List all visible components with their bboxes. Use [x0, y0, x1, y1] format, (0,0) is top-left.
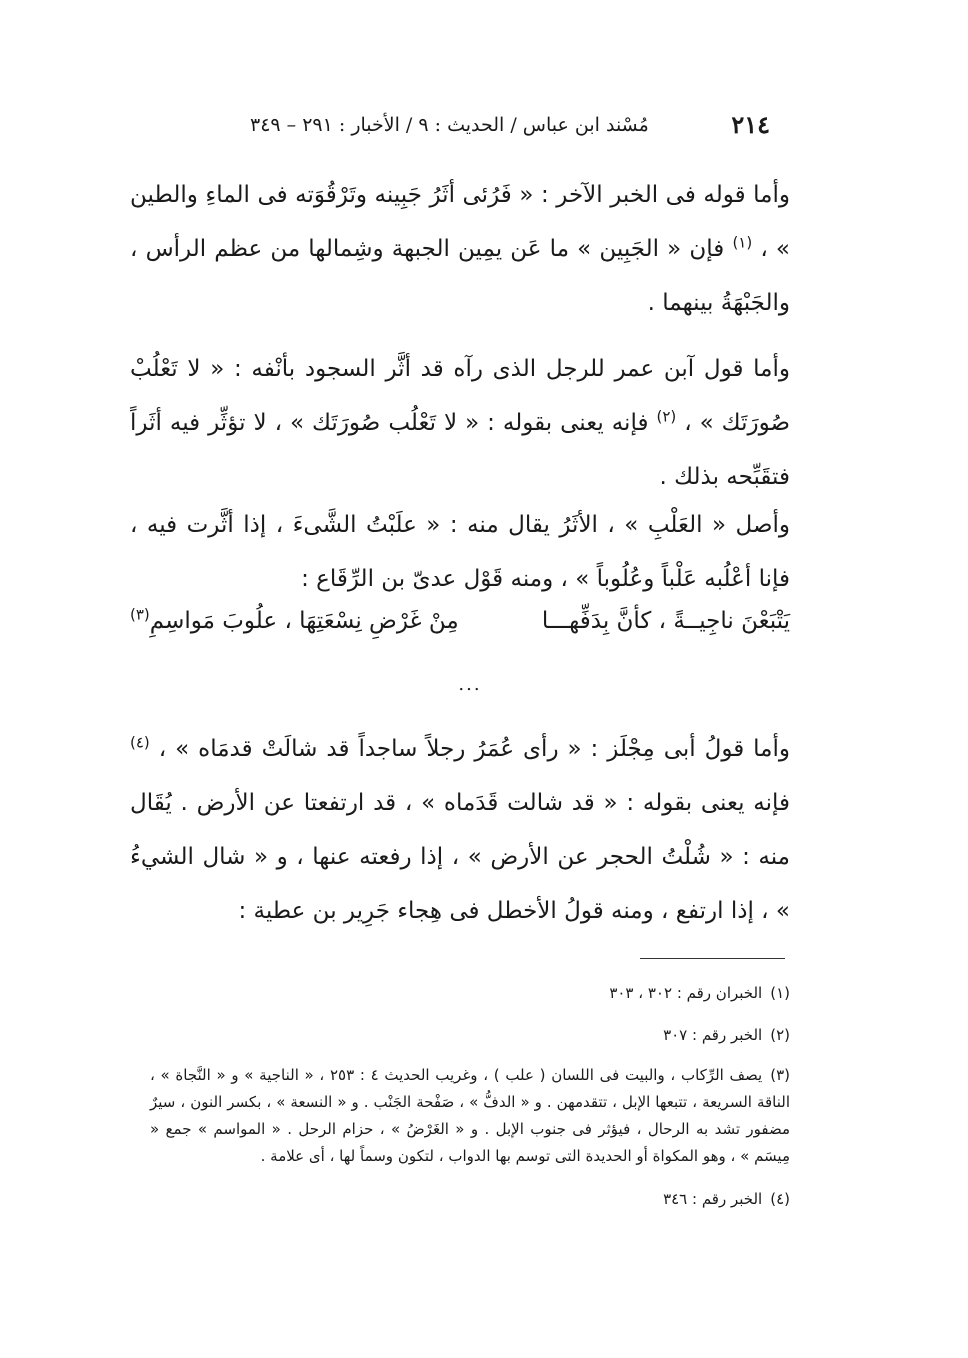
poetry-verse: [130, 596, 790, 646]
section-separator: ...: [458, 674, 482, 695]
paragraph-text: [130, 722, 790, 938]
verse-hemistich-1: [542, 596, 790, 646]
text-run: وأما قول آبن عمر للرجل الذى رآه قد أثَّر السجود بأنْفه : « لا تَعْلُبْ صُورَتَك » ،: [130, 356, 790, 436]
footnote-ref: (٣): [130, 605, 150, 624]
footnote-text: الخبر رقم : ٣٠٧: [663, 1026, 763, 1044]
footnote-ref: (٢): [656, 407, 677, 426]
footnote-number: (٤): [770, 1190, 790, 1208]
page-header: [250, 104, 770, 144]
footnote-number: (١): [770, 984, 790, 1002]
footnote-divider: [640, 958, 785, 959]
paragraph-alb: [130, 498, 790, 606]
footnote-number: (٣): [770, 1066, 790, 1084]
footnote-text: الخبر رقم : ٣٤٦: [663, 1190, 763, 1208]
text-run: فإنه يعنى بقوله : « قد شالت قَدَماه » ، قد ارتفعتا عن الأرض . يُقَال منه : « شُلْتُ الحجر عن الأرض » ، إذا رفعته عنها ، و « شال الشيءُ » ، إذا ارتفع ، ومنه قولُ الأخطل فى هِجاء جَرِير بن عطية :: [130, 790, 790, 924]
footnote-3: [150, 1062, 790, 1170]
running-title: مُسْند ابن عباس / الحديث : ٩ / الأخبار : ٢٩١ – ٣٤٩: [250, 114, 649, 136]
footnote-text: يصف الرِّكاب ، والبيت فى اللسان ( علب ) ، وغريب الحديث ٤ : ٢٥٣ ، « الناجية » و « النَّجاة » ، الناقة السريعة ، تتبعها الإبل ، تتقدمهن . و « الدفُّ » ، صَفْحة الجَنْب . و « النسعة » ، بكسر النون ، سيرٌ مضفور تشد به الرحال ، فيؤثر فى جنوب الإبل . و « الغَرْضُ » ، حزام الرحل . « المواسم » جمع « مِيسَم » ، وهو المكواة أو الحديدة التى توسم بها الدواب ، لتكون وسماً لها ، أى علامة .: [150, 1066, 790, 1165]
paragraph-text: وأصل « العَلْبِ » ، الأثَرُ يقال منه : « علَبْتُ الشَّىءَ ، إذا أثَّرت فيه ، فإنا أعْلُبه عَلْباً وعُلُوباً » ، ومنه قَوْل عدىّ بن الرِّقَاع :: [130, 512, 790, 592]
paragraph-text: [130, 342, 790, 504]
footnote-1: [150, 978, 790, 1008]
paragraph-text: [130, 168, 790, 330]
text-run: وأما قولُ أبى مِجْلَز : « رأى عُمَرُ رجلاً ساجداً قد شالَتْ قدمَاه » ،: [149, 736, 790, 762]
footnote-ref: (٤): [130, 733, 150, 752]
paragraph-ibn-umar: [130, 342, 790, 504]
text-run: وأما قوله فى الخبر الآخر : « فَرُئى أثَرُ جَبِينه وتَرْقُوَته فى الماءِ والطين » ،: [130, 182, 791, 262]
text-run: مِنْ غَرْضِ نِسْعَتِهَا ، علُوبَ مَواسِمِ: [149, 608, 459, 634]
paragraph-forehead: [130, 168, 790, 330]
text-run: فإنه يعنى بقوله : « لا تَعْلُب صُورَتَك » ، لا تؤثِّر فيه أثَراً فتقَبِّحه بذلك .: [130, 410, 790, 490]
footnote-2: [150, 1020, 790, 1050]
footnote-text: الخبران رقم : ٣٠٢ ، ٣٠٣: [609, 984, 763, 1002]
verse-hemistich-2: [130, 596, 459, 646]
text-run: فإن « الجَبِين » ما عَن يمِين الجبهة وشِمالها من عظم الرأس ، والجَبْهَةُ بينهما .: [130, 236, 790, 316]
footnote-4: [150, 1184, 790, 1214]
footnote-ref: (١): [732, 233, 753, 252]
footnotes: [150, 978, 790, 1226]
text-run: يَتْبَعْنَ ناجِيــةً ، كأنَّ بِدَفِّهـــا: [541, 608, 790, 634]
footnote-number: (٢): [770, 1026, 790, 1044]
paragraph-abu-mijlaz: [130, 722, 790, 938]
page-number: ٢١٤: [731, 110, 770, 139]
